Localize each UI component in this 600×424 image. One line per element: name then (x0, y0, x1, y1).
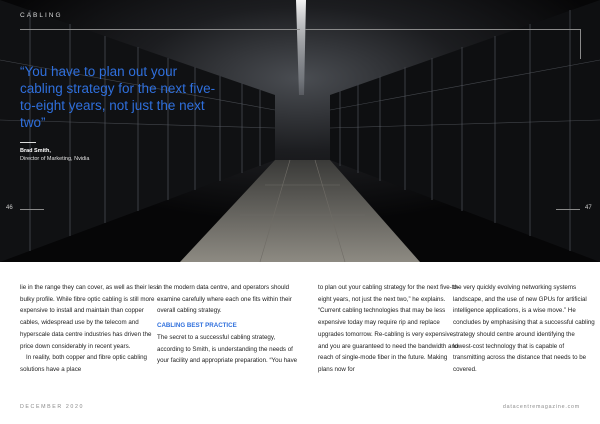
body-paragraph: the very quickly evolving networking systems landscape, and the use of new GPUs for artificial intelligence applications, is a wise move.” He concludes by emphasising that a successful cabling strategy should centre around identifying the lowest-cost technology that is capable of transmitting across the distance that needs to be covered. (453, 284, 595, 373)
header-rule (20, 29, 300, 30)
quote-author: Brad Smith, (20, 148, 51, 154)
page-number-right: 47 (585, 205, 592, 211)
page-number-left: 46 (6, 205, 13, 211)
quote-divider (20, 142, 36, 143)
subheading: CABLING BEST PRACTICE (157, 322, 237, 330)
body-paragraph: lie in the range they can cover, as well as their less bulky profile. While fibre optic cabling is still more expensive to install and maintain than copper cables, widespread use by the telecom and hyperscale data centre industries has driven the price down considerably in recent years. (20, 284, 160, 350)
website-link[interactable]: datacentremagazine.com (502, 404, 580, 410)
section-label: CABLING (20, 12, 63, 19)
issue-date: DECEMBER 2020 (20, 404, 85, 410)
body-column-2 (157, 282, 299, 367)
quote-author-role: Director of Marketing, Nvidia (20, 156, 90, 162)
body-paragraph: The secret to a successful cabling strategy, according to Smith, is understanding the needs of your facility and appropriate preparation. “You have (157, 333, 298, 365)
page-number-rule (556, 209, 580, 210)
body-column-4 (453, 282, 595, 376)
page-number-rule (20, 209, 44, 210)
body-column-1 (20, 282, 162, 376)
header-tick (580, 29, 581, 59)
body-paragraph: In reality, both copper and fibre optic cabling solutions have a place (20, 354, 147, 373)
header-rule (305, 29, 580, 30)
pull-quote: “You have to plan out your cabling strategy for the next five-to-eight years, not just the next two” (20, 64, 216, 130)
body-paragraph: in the modern data centre, and operators should examine carefully where each one fits within their overall cabling strategy. (157, 284, 292, 315)
body-paragraph: to plan out your cabling strategy for the next five-to-eight years, not just the next two,” he explains. “Current cabling technologies that may be less expensive today may require rip and replace upgrades tomorrow. Re-cabling is very expensive, and you are guaranteed to need the bandwidth and reach of single-mode fiber in the future. Making plans now for (318, 284, 460, 373)
body-column-3 (318, 282, 460, 376)
